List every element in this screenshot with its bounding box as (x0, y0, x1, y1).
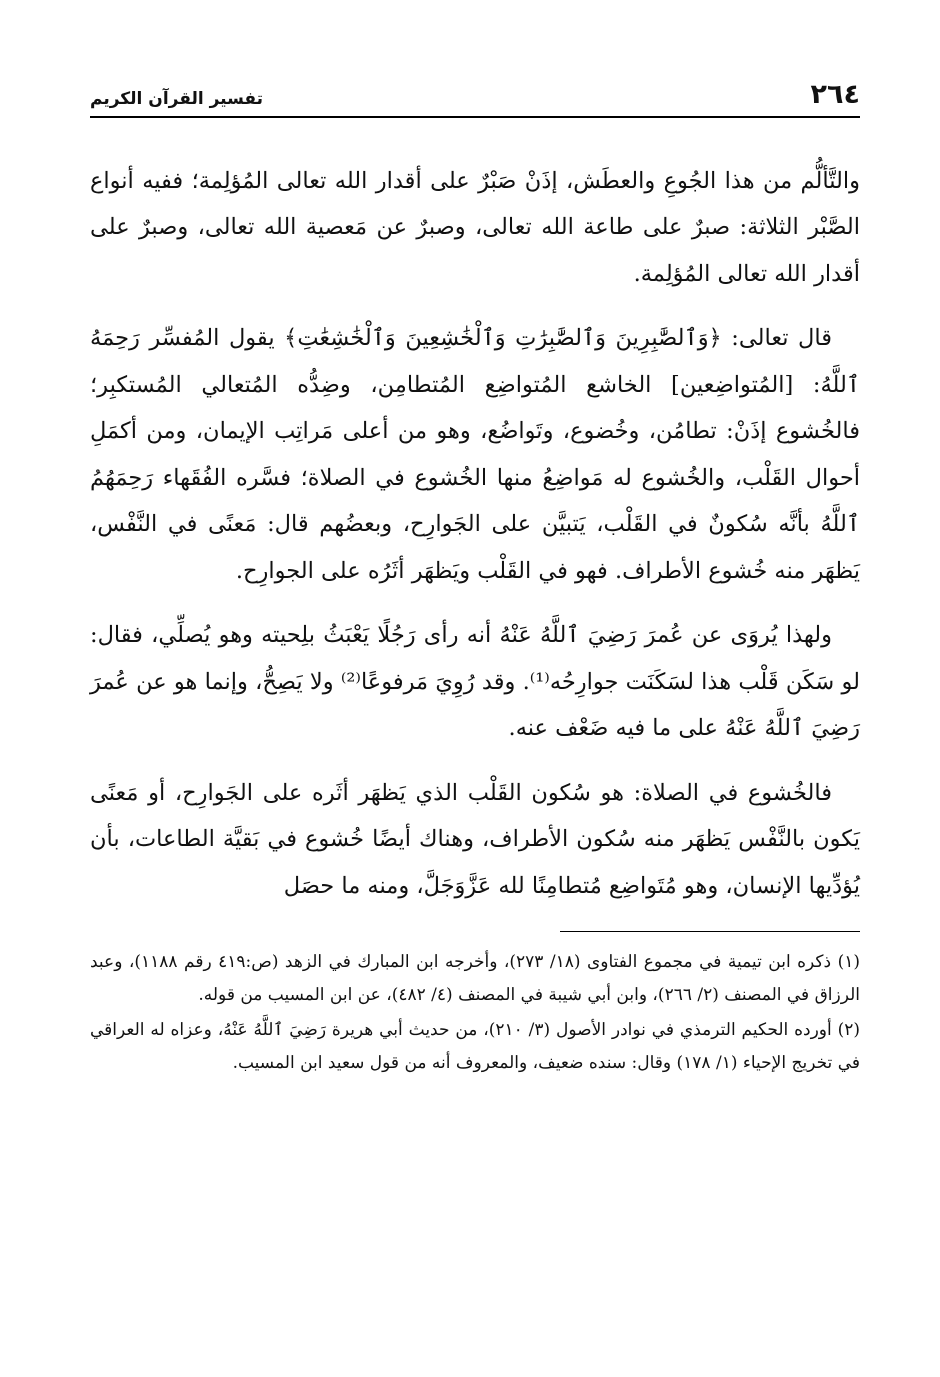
paragraph: ولهذا يُروَى عن عُمرَ رَضِيَ ٱللَّهُ عَنْهُ أنه رأى رَجُلًا يَعْبَثُ بلِحيته وهو يُصلِّي، فقال: لو سَكَن قَلْب هذا لسَكَنَت جوارِحُه⁽¹⁾. وقد رُوِيَ مَرفوعًا⁽²⁾ ولا يَصِحُّ، وإنما هو عن عُمرَ رَضِيَ ٱللَّهُ عَنْهُ على ما فيه ضَعْف عنه. (90, 622, 861, 742)
paragraph: والتَّألُّم من هذا الجُوعِ والعطَش، إذَنْ صَبْرٌ على أقدار الله تعالى المُؤلِمة؛ ففيه أنواع الصَّبْر الثلاثة: صبرٌ على طاعة الله تعالى، وصبرٌ عن مَعصية الله تعالى، وصبرٌ على أقدار الله تعالى المُؤلِمة. (90, 167, 860, 287)
page-header (90, 80, 860, 118)
paragraph: فالخُشوع في الصلاة: هو سُكون القَلْب الذي يَظهَر أثَره على الجَوارِح، أو مَعنًى يَكون بالنَّفْس يَظهَر منه سُكون الأطراف، وهناك أيضًا خُشوع في بَقيَّة الطاعات، بأن يُؤدِّيها الإنسان، وهو مُتَواضِع مُتطامِنًا لله عَزَّوَجَلَّ، ومنه ما حصَل (90, 779, 860, 899)
running-title: تفسير القرآن الكريم (90, 88, 264, 109)
page (90, 80, 860, 1082)
paragraph: قال تعالى: ﴿وَٱلصَّٰبِرِينَ وَٱلصَّٰبِرَٰتِ وَٱلْخَٰشِعِينَ وَٱلْخَٰشِعَٰتِ﴾ يقول المُفسِّر رَحِمَهُ ٱللَّهُ: [المُتواضِعين] الخاشع المُتواضِع المُتطامِن، وضِدُّه المُتعالي المُستكبِر؛ فالخُشوع إذَنْ: تطامُن، وخُضوع، وتَواضُع، وهو من أعلى مَراتِب الإيمان، ومن أكمَلِ أحوال القَلْب، والخُشوع له مَواضِعُ منها الخُشوع في الصلاة؛ فسَّره الفُقَهاء رَحِمَهُمُ ٱللَّهُ بأنَّه سُكونٌ في القَلْب، يَتبيَّن على الجَوارِح، وبعضُهم قال: مَعنًى في النَّفْس، يَظهَر منه خُشوع الأطراف. فهو في القَلْب ويَظهَر أثَرُه على الجوارِح. (90, 325, 860, 584)
footnote: (٢) أورده الحكيم الترمذي في نوادر الأصول (٣/ ٢١٠)، من حديث أبي هريرة رَضِيَ ٱللَّهُ عَنْهُ، وعزاه له العراقي في تخريج الإحياء (١/ ١٧٨) وقال: سنده ضعيف، والمعروف أنه من قول سعيد ابن المسيب. (90, 1020, 860, 1074)
footnotes (90, 946, 860, 1080)
page-number: ٢٦٤ (810, 79, 860, 110)
footnote-separator (560, 931, 860, 932)
main-text (90, 158, 860, 910)
footnote: (١) ذكره ابن تيمية في مجموع الفتاوى (١٨/ ٢٧٣)، وأخرجه ابن المبارك في الزهد (ص:٤١٩ رقم ١١٨٨)، وعبد الرزاق في المصنف (٢/ ٢٦٦)، وابن أبي شيبة في المصنف (٤/ ٤٨٢)، عن ابن المسيب من قوله. (90, 952, 860, 1006)
